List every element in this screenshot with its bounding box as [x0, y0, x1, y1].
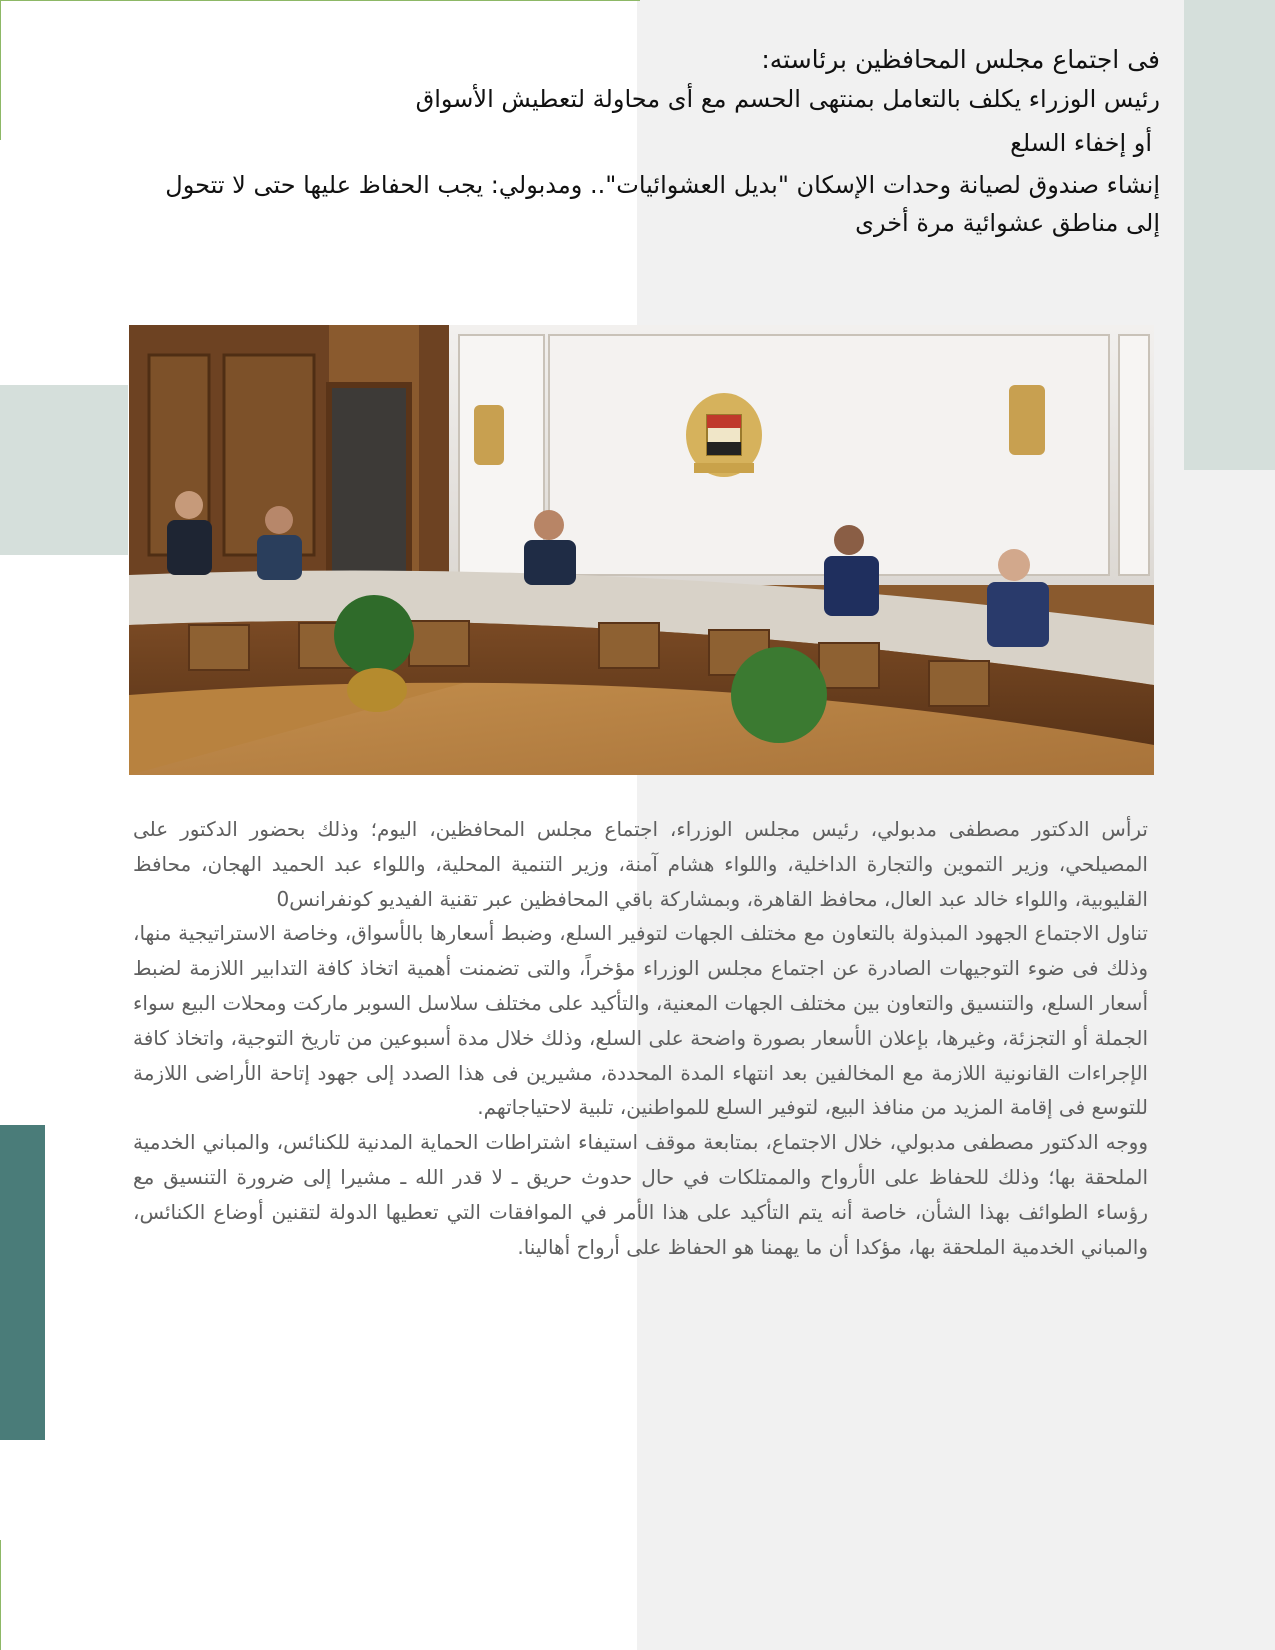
article-paragraph: تناول الاجتماع الجهود المبذولة بالتعاون مع مختلف الجهات لتوفير السلع، وضبط أسعارها بالأسواق، وخاصة الاستراتيجية منها، وذلك فى ضوء التوجيهات الصادرة عن اجتماع مجلس الوزراء مؤخراً، والتى تضمنت أهمية اتخاذ كافة التدابير اللازمة لضبط أسعار السلع، والتنسيق والتعاون بين مختلف الجهات المعنية، والتأكيد على مختلف سلاسل السوبر ماركت ومحلات البيع سواء الجملة أو التجزئة، وغيرها، بإعلان الأسعار بصورة واضحة على السلع، وذلك خلال مدة أسبوعين من تاريخ التوجية، واتخاذ كافة الإجراءات القانونية اللازمة مع المخالفين بعد انتهاء المدة المحددة، مشيرين فى هذا الصدد إلى جهود إتاحة الأراضى اللازمة للتوسع فى إقامة المزيد من منافذ البيع، لتوفير السلع للمواطنين، تلبية لاحتياجاتهم. — [133, 921, 1148, 1120]
bottom-left-accent-line — [0, 1540, 1, 1650]
meeting-photo — [129, 325, 1154, 775]
headline-3: أو إخفاء السلع — [1010, 129, 1152, 157]
eagle-emblem-icon — [686, 393, 762, 477]
headline-block — [150, 40, 1160, 242]
article-paragraph: ترأس الدكتور مصطفى مدبولي، رئيس مجلس الوزراء، اجتماع مجلس المحافظين، اليوم؛ وذلك بحضور الدكتور على المصيلحي، وزير التموين والتجارة الداخلية، واللواء هشام آمنة، وزير التنمية المحلية، واللواء عبد الحميد الهجان، محافظ القليوبية، واللواء خالد عبد العال، محافظ القاهرة، وبمشاركة باقي المحافظين عبر تقنية الفيديو كونفرانس0 — [133, 817, 1148, 911]
headline-4: إنشاء صندوق لصيانة وحدات الإسكان "بديل العشوائيات".. ومدبولي: يجب الحفاظ عليها حتى لا تتحول إلى مناطق عشوائية مرة أخرى — [165, 171, 1160, 237]
meeting-photo-illustration — [129, 325, 1154, 775]
bottom-left-decoration — [0, 1125, 45, 1440]
article-paragraph: ووجه الدكتور مصطفى مدبولي، خلال الاجتماع، بمتابعة موقف استيفاء اشتراطات الحماية المدنية للكنائس، والمباني الخدمية الملحقة بها؛ وذلك للحفاظ على الأرواح والممتلكات في حال حدوث حريق ـ لا قدر الله ـ مشيرا إلى ضرورة التنسيق مع رؤساء الطوائف بهذا الشأن، خاصة أنه يتم التأكيد على هذا الأمر في الموافقات التي تعطيها الدولة لتقنين أوضاع الكنائس، والمباني الخدمية الملحقة بها، مؤكدا أن ما يهمنا هو الحفاظ على أرواح أهالينا. — [133, 1130, 1148, 1259]
top-left-accent-line — [0, 0, 1, 140]
top-right-decoration — [1184, 0, 1275, 470]
top-accent-line — [0, 0, 640, 1]
middle-left-decoration — [0, 385, 128, 555]
headline-2: رئيس الوزراء يكلف بالتعامل بمنتهى الحسم مع أى محاولة لتعطيش الأسواق — [415, 85, 1160, 113]
article-body — [133, 812, 1148, 1264]
headline-1: فى اجتماع مجلس المحافظين برئاسته: — [761, 45, 1160, 74]
